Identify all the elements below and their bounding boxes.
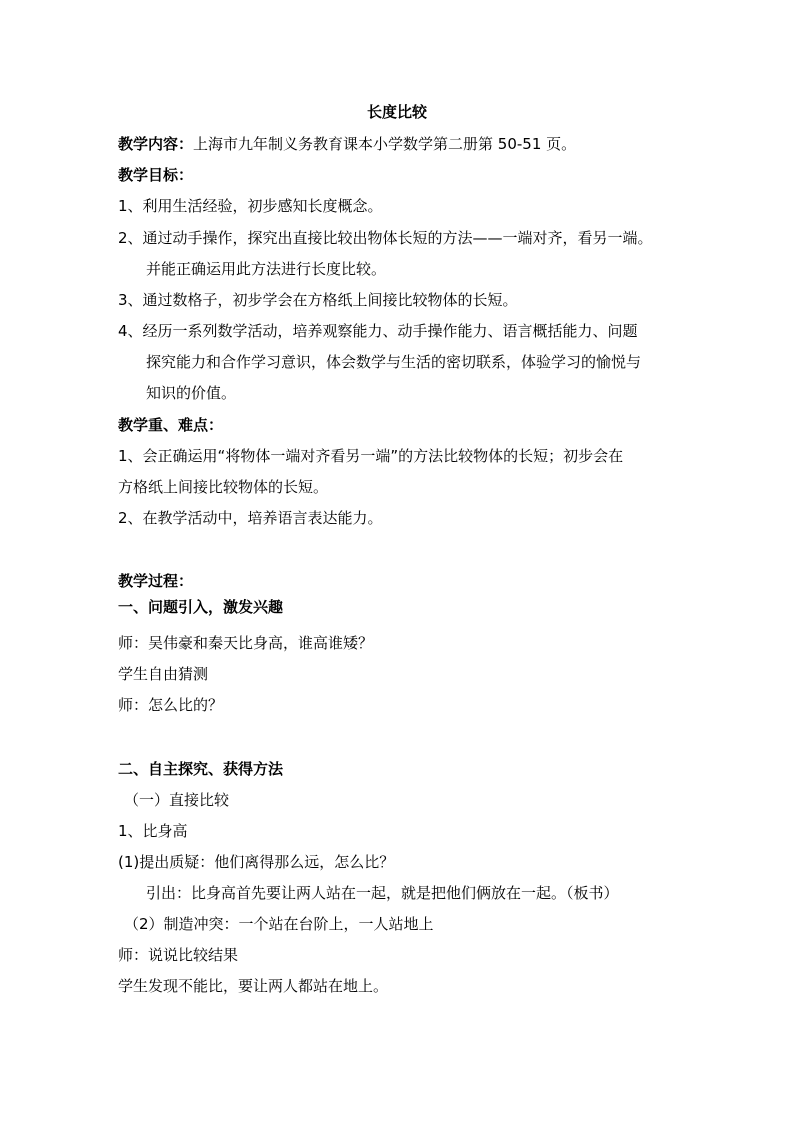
objective-line-continued: 并能正确运用此方法进行长度比较。 xyxy=(146,260,387,278)
section1-line: 师：怎么比的？ xyxy=(118,696,224,714)
objective-line-continued: 知识的价值。 xyxy=(146,384,237,402)
key-point-line-continued: 方格纸上间接比较物体的长短。 xyxy=(118,478,329,496)
objectives-heading: 教学目标： xyxy=(118,166,194,184)
objective-line: 2、通过动手操作，探究出直接比较出物体长短的方法——一端对齐，看另一端。 xyxy=(118,229,653,247)
section2-line: 学生发现不能比，要让两人都站在地上。 xyxy=(118,977,389,995)
key-point-line: 2、在教学活动中，培养语言表达能力。 xyxy=(118,509,383,527)
document-title: 长度比较 xyxy=(366,103,427,121)
section1-line: 学生自由猜测 xyxy=(118,665,209,683)
section2-line: 1、比身高 xyxy=(118,822,188,840)
section2-heading: 二、自主探究、获得方法 xyxy=(118,760,284,778)
objective-line: 4、经历一系列数学活动，培养观察能力、动手操作能力、语言概括能力、问题 xyxy=(118,322,638,340)
objective-line: 1、利用生活经验，初步感知长度概念。 xyxy=(118,197,383,215)
section2-line-indented: 引出：比身高首先要让两人站在一起，就是把他们俩放在一起。（板书） xyxy=(146,884,619,902)
content-text: 上海市九年制义务教育课本小学数学第二册第 50-51 页。 xyxy=(193,135,577,153)
section2-line: （2）制造冲突：一个站在台阶上，一人站地上 xyxy=(124,915,434,933)
section2-line: 师：说说比较结果 xyxy=(118,946,239,964)
content-paragraph xyxy=(118,134,576,154)
key-point-line: 1、会正确运用“将物体一端对齐看另一端”的方法比较物体的长短；初步会在 xyxy=(118,447,624,465)
content-label: 教学内容： xyxy=(118,135,194,153)
process-heading: 教学过程： xyxy=(118,572,194,590)
objective-line: 3、通过数格子，初步学会在方格纸上间接比较物体的长短。 xyxy=(118,291,518,309)
section2-line: (1)提出质疑：他们离得那么远，怎么比？ xyxy=(118,853,395,871)
objective-line-continued: 探究能力和合作学习意识，体会数学与生活的密切联系，体验学习的愉悦与 xyxy=(146,353,642,371)
section1-heading: 一、问题引入，激发兴趣 xyxy=(118,598,284,616)
section1-line: 师：吴伟豪和秦天比身高，谁高谁矮？ xyxy=(118,634,374,652)
subsection-heading: （一）直接比较 xyxy=(124,791,230,809)
key-points-heading: 教学重、难点： xyxy=(118,416,224,434)
